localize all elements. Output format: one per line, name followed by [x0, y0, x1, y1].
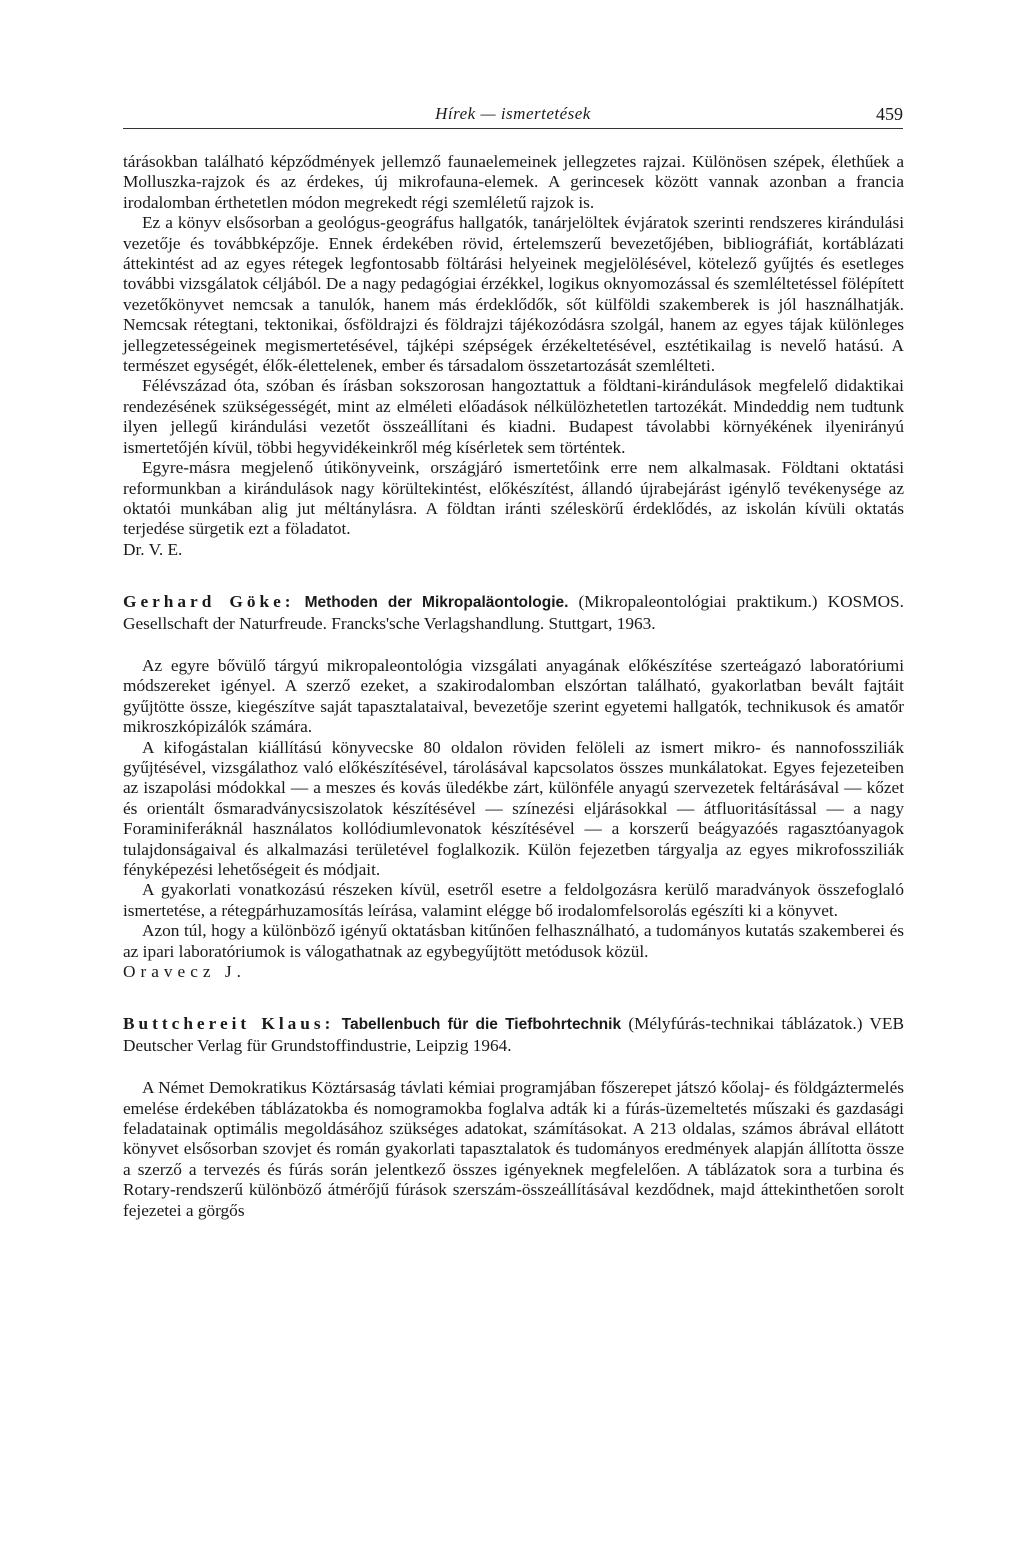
paragraph: tárásokban található képződmények jellemző faunaelemeinek jellegzetes rajzai. Különösen szépek, élethűek a Molluszka-rajzok és az érdekes, új mikrofauna-elemek. A gerincesek között vannak azonban a francia irodalomban érthetetlen módon megrekedt régi szemléletű rajzok is.	[123, 152, 904, 212]
review-publication: (Mikropaleontológiai praktikum.) KOSMOS. Gesellschaft der Naturfreude. Francks'sche Verlagshandlung. Stuttgart, 1963.	[123, 592, 904, 633]
section-gap	[123, 1056, 904, 1078]
paragraph: A Német Demokratikus Köztársaság távlati kémiai programjában főszerepet játszó kőolaj- és földgáztermelés emelése érdekében táblázatokba és nomogramokba foglalva adták ki a fúrás-üzemeltetés műszaki és gazdasági feladatainak optimális megoldásához szükséges adatokat, számításokat. A 213 oldalas, számos ábrával ellátott könyvet elsősorban szovjet és román gyakorlati tapasztalatok és tudományos eredmények alapján állította össze a szerző a tervezés és fúrás során jelentkező összes igényeknek megfelelően. A táblázatok sora a turbina és Rotary-rendszerű különböző átmérőjű fúrások szerszám-összeállításával kezdődnek, majd áttekinthetően sorolt fejezetei a görgős	[123, 1078, 904, 1220]
header-rule	[123, 128, 903, 129]
section-gap	[123, 634, 904, 656]
paragraph: Egyre-másra megjelenő útikönyveink, országjáró ismertetőink erre nem alkalmasak. Földtani oktatási reformunkban a kirándulások nagy körültekintést, előkészítést, állandó újrabejárást igénylő tevékenysége az oktatói munkában alig jut méltánylásra. A földtan iránti széleskörű érdeklődés, az iskolán kívüli oktatás terjedése sürgetik ezt a föladatot.	[123, 458, 904, 539]
paragraph: Az egyre bővülő tárgyú mikropaleontológia vizsgálati anyagának előkészítése szerteágazó laboratóriumi módszereket igényel. A szerző ezeket, a szakirodalomban elszórtan található, gyakorlatban bevált fajtáit gyűjtötte össze, kiegészítve saját tapasztalataival, bevezetője szerint egyetemi hallgatók, technikusok és amatőr mikroszkópizálók számára.	[123, 655, 904, 737]
section-gap	[123, 982, 904, 1014]
review-heading	[123, 1014, 904, 1056]
review-author: Buttchereit Klaus:	[123, 1014, 335, 1034]
running-head	[123, 104, 903, 134]
review-author: Gerhard Göke:	[123, 592, 295, 612]
paragraph: Félévszázad óta, szóban és írásban sokszorosan hangoztattuk a földtani-kirándulások megfelelő didaktikai rendezésének szükségességét, mint az elméleti előadások nélkülözhetetlen tartozékát. Mindeddig nem tudtunk ilyen jellegű kirándulási vezetőt összeállítani és kiadni. Budapest távolabbi környékének ilyenirányú ismertetőjén kívül, többi hegyvidékeinkről még kísérletek sem történtek.	[123, 376, 904, 457]
paragraph: A kifogástalan kiállítású könyvecske 80 oldalon röviden felöleli az ismert mikro- és nannofossziliák gyűjtésével, vizsgálathoz való előkészítésével, tárolásával kapcsolatos összes munkálatokat. Egyes fejezeteiben az iszapolási módokkal — a meszes és kovás üledékbe zárt, különféle anyagú szervezetek feltárásával — kőzet és orientált ősmaradványcsiszolatok készítésével — színezési eljárásokkal — átfluoritásítással — a nagy Foraminiferáknál használatos kollódiumlevonatok készítésével — a korszerű beágyazóés ragasztóanyagok tulajdonságaival és alkalmazási területével foglalkozik. Külön fejezetben tárgyalja az egyes mikrofossziliák fényképezési lehetőségeit és módjait.	[123, 737, 904, 879]
signature: Dr. V. E.	[123, 539, 183, 559]
review-heading	[123, 592, 904, 634]
paragraph: Ez a könyv elsősorban a geológus-geográfus hallgatók, tanárjelöltek évjáratok szerinti rendszeres kirándulási vezetője és továbbképzője. Ennek érdekében rövid, értelemszerű bevezetőjében, bibliográfiát, kortáblázati áttekintést ad az egyes rétegek legfontosabb föltárási helyeinek megjelölésével, kötelező gyűjtés és esetleges további vizsgálatok céljából. De a nagy pedagógiai érzékkel, logikus oknyomozással és szemléltetéssel fölépített vezetőkönyvet nemcsak a tanulók, hanem más érdeklődők, sőt külföldi szakemberek is jól használhatják. Nemcsak rétegtani, tektonikai, ősföldrajzi és földrajzi tájékozódásra szolgál, hanem az egyes tájak különleges jellegzetességeinek megismertetésével, tájképi szépségek érzékeltetésével, esztétikailag is nevelő hatású. A természet egységét, élők-élettelenek, ember és társadalom összetartozását szemlélteti.	[123, 213, 904, 376]
paragraph: Azon túl, hogy a különböző igényű oktatásban kitűnően felhasználható, a tudományos kutatás szakemberei és az ipari laboratóriumok is válogathatnak az egybegyűjtött metódusok közül.	[123, 921, 904, 961]
signature: Oravecz J.	[123, 962, 246, 982]
review-title: Tabellenbuch für die Tiefbohrtechnik	[341, 1016, 622, 1034]
page-number: 459	[876, 104, 903, 124]
review-publication: (Mélyfúrás-technikai táblázatok.) VEB Deutscher Verlag für Grundstoffindustrie, Leipzig 1964.	[123, 1014, 904, 1055]
paragraph: A gyakorlati vonatkozású részeken kívül, esetről esetre a feldolgozásra kerülő maradványok összefoglaló ismertetése, a rétegpárhuzamosítás leírása, valamint elégge bő irodalomfelsorolás egészíti ki a könyvet.	[123, 880, 904, 920]
section-gap	[123, 560, 904, 592]
review-title: Methoden der Mikropaläontologie.	[304, 594, 569, 612]
body-text	[123, 152, 904, 1221]
running-title: Hírek — ismertetések	[435, 104, 591, 123]
